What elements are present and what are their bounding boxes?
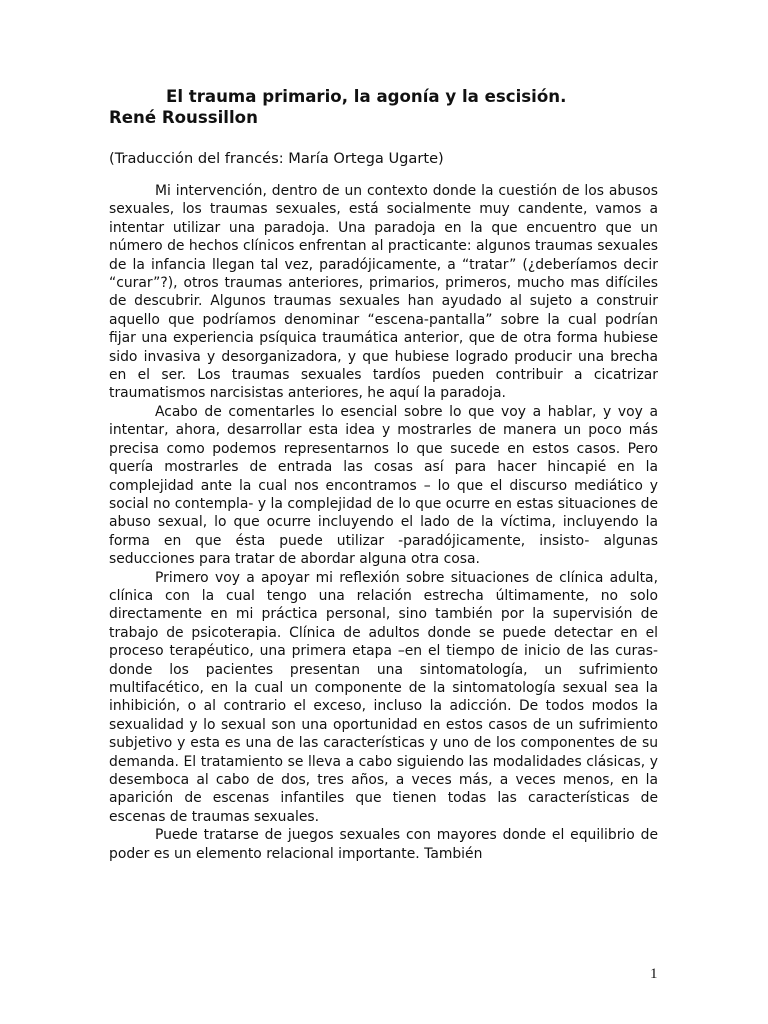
translation-note: (Traducción del francés: María Ortega Ugarte)	[109, 150, 444, 167]
document-body	[109, 182, 658, 863]
document-author: René Roussillon	[109, 108, 258, 127]
paragraph: Puede tratarse de juegos sexuales con mayores donde el equilibrio de poder es un elemento relacional importante. También	[109, 827, 658, 862]
document-header	[109, 86, 659, 128]
paragraph: Acabo de comentarles lo esencial sobre lo que voy a hablar, y voy a intentar, ahora, desarrollar esta idea y mostrarles de manera un poco más precisa como podemos representarnos lo que sucede en estos casos. Pero quería mostrarles de entrada las cosas así para hacer hincapié en la complejidad ante la cual nos encontramos – lo que el discurso mediático y social no contempla- y la complejidad de lo que ocurre en estas situaciones de abuso sexual, lo que ocurre incluyendo el lado de la víctima, incluyendo la forma en que ésta puede utilizar -paradójicamente, insisto- algunas seducciones para tratar de abordar alguna otra cosa.	[109, 403, 658, 568]
page-number: 1	[650, 966, 658, 982]
paragraph: Mi intervención, dentro de un contexto donde la cuestión de los abusos sexuales, los traumas sexuales, está socialmente muy candente, vamos a intentar utilizar una paradoja. Una paradoja en la que encuentro que un número de hechos clínicos enfrentan al practicante: algunos traumas sexuales de la infancia llegan tal vez, paradójicamente, a “tratar” (¿deberíamos decir “curar”?), otros traumas anteriores, primarios, primeros, mucho mas difíciles de descubrir. Algunos traumas sexuales han ayudado al sujeto a construir aquello que podríamos denominar “escena-pantalla” sobre la cual podrían fijar una experiencia psíquica traumática anterior, que de otra forma hubiese sido invasiva y desorganizadora, y que hubiese logrado producir una brecha en el ser. Los traumas sexuales tardíos pueden contribuir a cicatrizar traumatismos narcisistas anteriores, he aquí la paradoja.	[109, 183, 658, 402]
document-title: El trauma primario, la agonía y la escisión.	[166, 87, 567, 106]
paragraph: Primero voy a apoyar mi reflexión sobre situaciones de clínica adulta, clínica con la cual tengo una relación estrecha últimamente, no solo directamente en mi práctica personal, sino también por la supervisión de trabajo de psicoterapia. Clínica de adultos donde se puede detectar en el proceso terapéutico, una primera etapa –en el tiempo de inicio de las curas- donde los pacientes presentan una sintomatología, un sufrimiento multifacético, en la cual un componente de la sintomatología sexual sea la inhibición, o al contrario el exceso, incluso la adicción. De todos modos la sexualidad y lo sexual son una oportunidad en estos casos de un sufrimiento subjetivo y esta es una de las características y uno de los componentes de su demanda. El tratamiento se lleva a cabo siguiendo las modalidades clásicas, y desemboca al cabo de dos, tres años, a veces más, a veces menos, en la aparición de escenas infantiles que tienen todas las características de escenas de traumas sexuales.	[109, 569, 658, 825]
